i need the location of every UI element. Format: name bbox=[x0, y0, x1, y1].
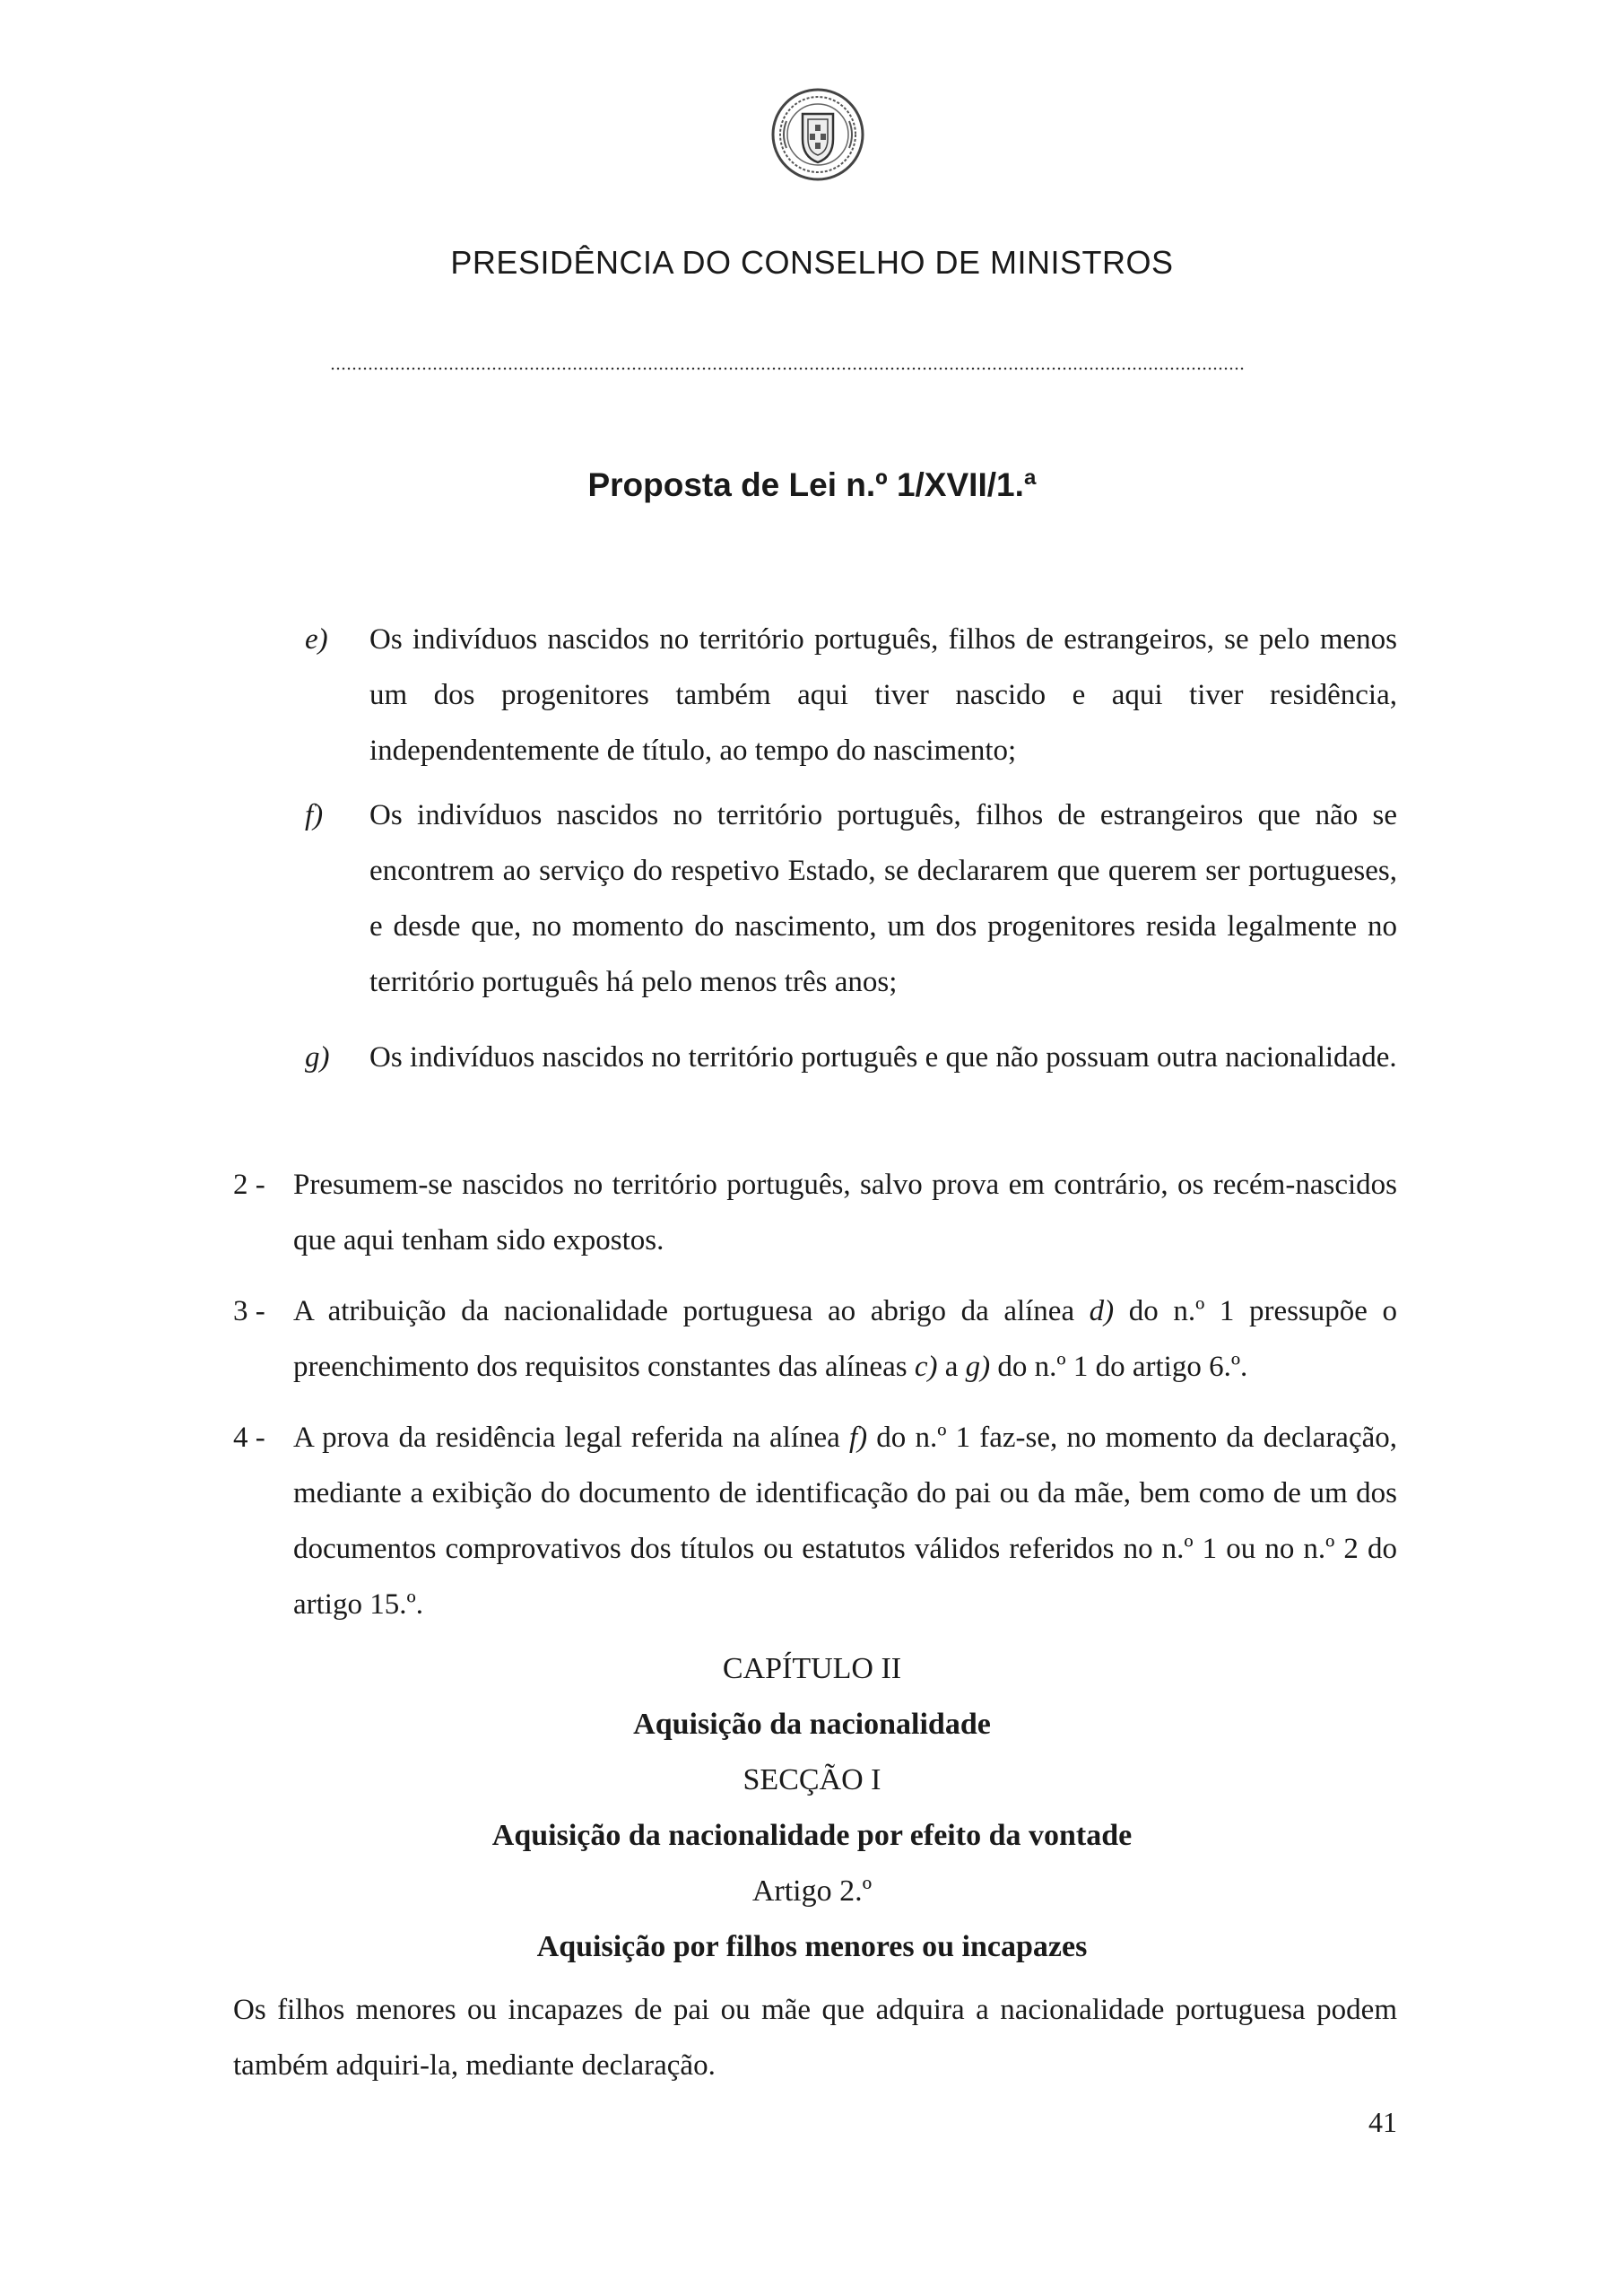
alinea-letter: g) bbox=[305, 1041, 330, 1074]
article-heading: Artigo 2.º bbox=[751, 1874, 873, 1908]
dotted-separator bbox=[330, 366, 1245, 371]
paragraph-text-part: do n.º 1 faz-se, no momento da declaração, mediante a exibição do documento de identificação do pai ou da mãe, bem como de um dos documentos comprovativos dos títulos ou estatutos válidos referidos no n.º 1 ou no n.º 2 do artigo 15.º. bbox=[293, 1422, 1397, 1621]
chapter-heading: CAPÍTULO II bbox=[722, 1652, 902, 1685]
paragraph-number: 4 - bbox=[233, 1422, 265, 1454]
paragraph-text-part: a bbox=[937, 1351, 966, 1383]
coat-of-arms-emblem bbox=[769, 85, 867, 184]
page-number: 41 bbox=[1368, 2106, 1397, 2138]
alinea-letter: f) bbox=[305, 799, 324, 831]
article-title: Aquisição por filhos menores ou incapazes bbox=[536, 1930, 1088, 1963]
paragraph-3 bbox=[233, 1283, 1397, 1395]
alinea-ref: d) bbox=[1089, 1295, 1115, 1327]
paragraph-text-part: A prova da residência legal referida na alínea bbox=[293, 1422, 849, 1454]
paragraph-text-part: do n.º 1 pressupõe o preenchimento dos requisitos constantes das alíneas bbox=[293, 1295, 1397, 1383]
paragraph-number: 2 - bbox=[233, 1169, 265, 1201]
alinea-g bbox=[305, 1030, 1397, 1085]
proposal-title: Proposta de Lei n.º 1/XVII/1.ª bbox=[587, 466, 1037, 503]
article-body: Os filhos menores ou incapazes de pai ou mãe que adquira a nacionalidade portuguesa podem também adquiri-la, mediante declaração. bbox=[233, 1994, 1397, 2082]
alinea-e bbox=[305, 612, 1397, 778]
alinea-text: Os indivíduos nascidos no território português, filhos de estrangeiros que não se encontrem ao serviço do respetivo Estado, se declararem que querem ser portugueses, e desde que, no momento do nascimento, um dos progenitores resida legalmente no território português há pelo menos três anos; bbox=[369, 799, 1397, 998]
paragraph-text-part: A atribuição da nacionalidade portuguesa ao abrigo da alínea bbox=[293, 1295, 1090, 1327]
paragraph-4 bbox=[233, 1410, 1397, 1632]
organization-header: PRESIDÊNCIA DO CONSELHO DE MINISTROS bbox=[450, 244, 1174, 281]
paragraph-text-part: do n.º 1 do artigo 6.º. bbox=[990, 1351, 1248, 1383]
paragraph-number: 3 - bbox=[233, 1295, 265, 1327]
section-title: Aquisição da nacionalidade por efeito da vontade bbox=[491, 1819, 1133, 1852]
alinea-ref: c) bbox=[914, 1351, 938, 1383]
alinea-text: Os indivíduos nascidos no território português, filhos de estrangeiros, se pelo menos um dos progenitores também aqui tiver nascido e aqui tiver residência, independentemente de título, ao tempo do nascimento; bbox=[369, 623, 1397, 767]
paragraph-text: Presumem-se nascidos no território português, salvo prova em contrário, os recém-nascidos que aqui tenham sido expostos. bbox=[293, 1169, 1397, 1257]
alinea-f bbox=[305, 787, 1397, 1010]
chapter-title: Aquisição da nacionalidade bbox=[633, 1708, 991, 1741]
alinea-ref: g) bbox=[965, 1351, 991, 1383]
paragraph-2 bbox=[233, 1157, 1397, 1268]
section-heading: SECÇÃO I bbox=[743, 1763, 881, 1796]
alinea-ref: f) bbox=[848, 1422, 868, 1454]
alinea-letter: e) bbox=[305, 623, 328, 656]
alinea-text: Os indivíduos nascidos no território português e que não possuam outra nacionalidade. bbox=[369, 1041, 1397, 1074]
